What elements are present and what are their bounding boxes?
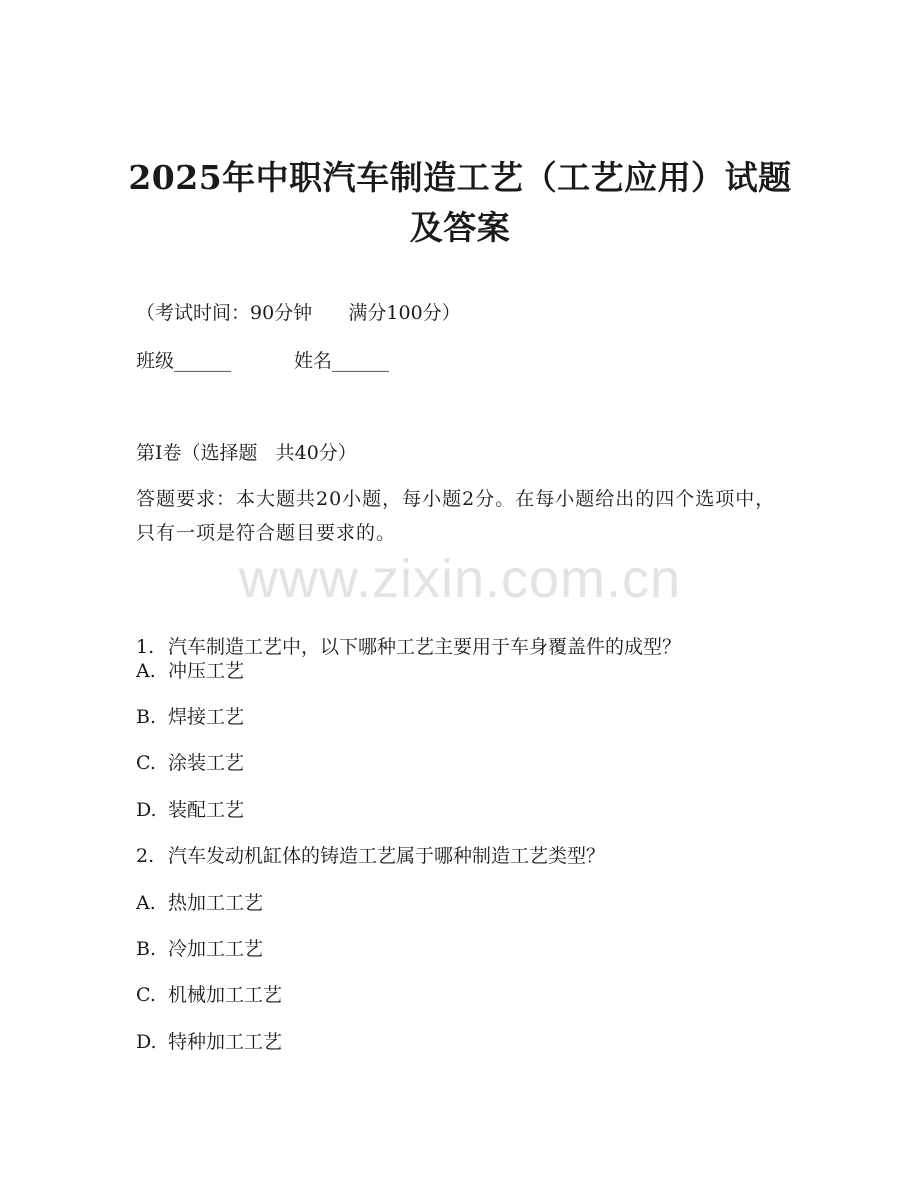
question-2-option-b	[136, 938, 263, 961]
question-1-option-d	[136, 799, 244, 822]
option-letter: D.	[136, 1031, 157, 1053]
question-2	[136, 845, 605, 868]
option-text: 冷加工工艺	[168, 938, 264, 960]
question-1-option-c	[136, 752, 244, 775]
document-title-line1: 2025年中职汽车制造工艺（工艺应用）试题	[128, 158, 792, 197]
section-title: 第I卷（选择题 共40分）	[136, 442, 357, 464]
question-text: 汽车发动机缸体的铸造工艺属于哪种制造工艺类型？	[168, 845, 606, 867]
question-2-option-d	[136, 1031, 282, 1054]
option-text: 涂装工艺	[168, 752, 245, 774]
document-title-line2: 及答案	[409, 208, 511, 247]
question-number: 2.	[136, 845, 155, 867]
option-text: 焊接工艺	[168, 706, 245, 728]
option-text: 特种加工工艺	[168, 1031, 283, 1053]
option-letter: B.	[136, 706, 157, 728]
question-1-option-a	[136, 660, 244, 683]
option-letter: C.	[136, 752, 156, 774]
question-text: 汽车制造工艺中，以下哪种工艺主要用于车身覆盖件的成型？	[168, 635, 682, 658]
option-letter: A.	[136, 660, 156, 682]
watermark: www.zixin.com.cn	[238, 549, 682, 609]
option-letter: D.	[136, 799, 157, 821]
option-text: 机械加工工艺	[168, 984, 283, 1006]
name-field-label: 姓名______	[294, 350, 390, 372]
option-letter: C.	[136, 984, 156, 1006]
question-2-option-a	[136, 892, 263, 915]
option-text: 冲压工艺	[168, 660, 245, 682]
option-letter: B.	[136, 938, 157, 960]
instructions: 答题要求：本大题共20小题，每小题2分。在每小题给出的四个选项中，只有一项是符合题目要求的。	[136, 488, 776, 544]
exam-info: （考试时间：90分钟 满分100分）	[136, 302, 461, 324]
option-text: 装配工艺	[168, 799, 245, 821]
question-1-option-b	[136, 706, 244, 729]
question-2-option-c	[136, 984, 282, 1007]
class-field-label: 班级______	[136, 350, 232, 372]
question-number: 1.	[136, 635, 155, 658]
question-1	[136, 613, 681, 659]
option-text: 热加工工艺	[168, 892, 264, 914]
option-letter: A.	[136, 892, 156, 914]
